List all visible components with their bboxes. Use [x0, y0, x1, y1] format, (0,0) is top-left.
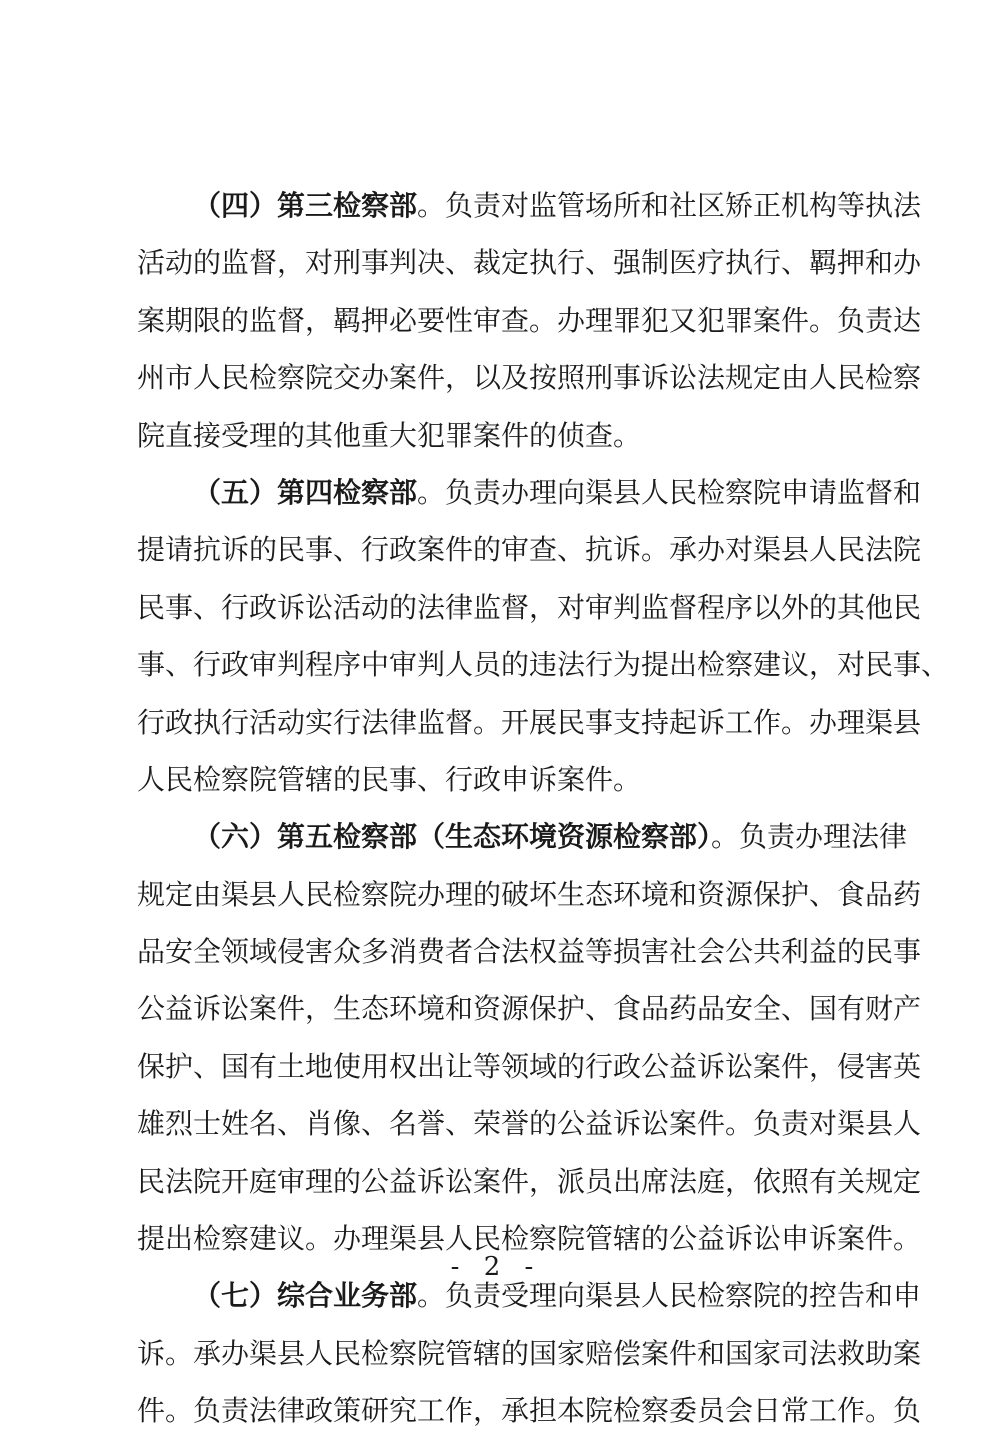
page-number: - 2 -: [450, 1252, 542, 1282]
line-text: 提请抗诉的民事、行政案件的审查、抗诉。承办对渠县人民法院: [137, 533, 922, 567]
line-text: 民事、行政诉讼活动的法律监督，对审判监督程序以外的其他民: [137, 590, 922, 624]
line-text: 保护、国有土地使用权出让等领域的行政公益诉讼案件，侵害英: [137, 1049, 922, 1083]
paragraph: [137, 808, 922, 1267]
paragraph-line: [137, 866, 922, 923]
paragraph-line: [137, 1038, 922, 1095]
paragraph-line: [137, 292, 922, 349]
section-heading: （七）综合业务部: [193, 1279, 418, 1313]
paragraph: [137, 1267, 922, 1439]
paragraph-line: [137, 234, 922, 291]
line-text: 案期限的监督，羁押必要性审查。办理罪犯又犯罪案件。负责达: [137, 303, 922, 337]
line-text: 民法院开庭审理的公益诉讼案件，派员出席法庭，依照有关规定: [137, 1164, 922, 1198]
line-text: 提出检察建议。办理渠县人民检察院管辖的公益诉讼申诉案件。: [137, 1222, 922, 1256]
paragraph-line: [137, 177, 922, 234]
paragraph-line: [137, 579, 922, 636]
paragraph-line: [137, 1153, 922, 1210]
paragraph-line: [137, 923, 922, 980]
line-text: 公益诉讼案件，生态环境和资源保护、食品药品安全、国有财产: [137, 992, 922, 1026]
line-text: 行政执行活动实行法律监督。开展民事支持起诉工作。办理渠县: [137, 705, 922, 739]
paragraph-line: [137, 808, 908, 865]
line-text: 诉。承办渠县人民检察院管辖的国家赔偿案件和国家司法救助案: [137, 1336, 922, 1370]
line-text: 。负责办理法律: [711, 820, 908, 854]
paragraph: [137, 177, 922, 464]
paragraph-line: [137, 694, 922, 751]
paragraph-line: [137, 980, 922, 1037]
line-text: 雄烈士姓名、肖像、名誉、荣誉的公益诉讼案件。负责对渠县人: [137, 1107, 922, 1141]
section-heading: （五）第四检察部: [193, 475, 418, 509]
line-text: 人民检察院管辖的民事、行政申诉案件。: [137, 762, 642, 796]
paragraph-line: [137, 521, 922, 578]
line-text: 。负责受理向渠县人民检察院的控告和申: [417, 1279, 922, 1313]
line-text: 活动的监督，对刑事判决、裁定执行、强制医疗执行、羁押和办: [137, 246, 922, 280]
paragraph-line: [137, 349, 922, 406]
section-heading: （六）第五检察部（生态环境资源检察部）: [193, 820, 712, 854]
paragraph: [137, 464, 950, 808]
paragraph-line: [137, 751, 869, 808]
line-text: 州市人民检察院交办案件，以及按照刑事诉讼法规定由人民检察: [137, 361, 922, 395]
line-text: 事、行政审判程序中审判人员的违法行为提出检察建议，对民事、: [137, 648, 950, 682]
paragraph-line: [137, 1095, 922, 1152]
paragraph-line: [137, 464, 922, 521]
line-text: 。负责对监管场所和社区矫正机构等执法: [417, 189, 922, 222]
section-heading: （四）第三检察部: [193, 189, 418, 222]
line-text: 院直接受理的其他重大犯罪案件的侦查。: [137, 418, 642, 452]
line-text: 规定由渠县人民检察院办理的破坏生态环境和资源保护、食品药: [137, 877, 922, 911]
paragraph-line: [137, 1325, 922, 1382]
paragraph-line: [137, 407, 869, 464]
line-text: 。负责办理向渠县人民检察院申请监督和: [417, 475, 922, 509]
document-body: [137, 177, 950, 1440]
line-text: 件。负责法律政策研究工作，承担本院检察委员会日常工作。负: [137, 1394, 922, 1428]
line-text: 品安全领域侵害众多消费者合法权益等损害社会公共利益的民事: [137, 935, 922, 969]
paragraph-line: [137, 1382, 922, 1439]
paragraph-line: [137, 636, 950, 693]
